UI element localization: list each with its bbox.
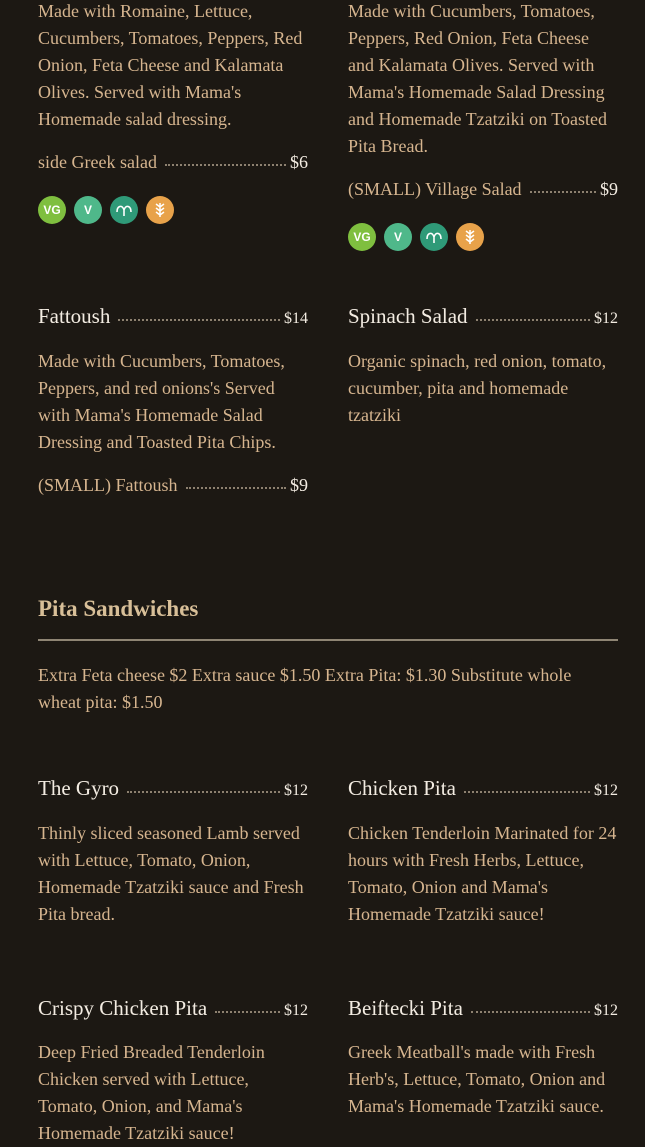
greek-salad-variant[interactable]	[38, 152, 308, 178]
leaf-icon	[110, 196, 138, 224]
gluten-free-icon	[456, 223, 484, 251]
item-price: $12	[594, 310, 618, 327]
fattoush-variant[interactable]	[38, 475, 308, 501]
chicken-pita-item[interactable]	[348, 776, 618, 808]
vegetarian-icon: V	[74, 196, 102, 224]
gyro-item[interactable]	[38, 776, 308, 808]
village-salad-description: Made with Cucumbers, Tomatoes, Peppers, Red Onion, Feta Cheese and Kalamata Olives. Served with Mama's Homemade Salad Dressing and Homemade Tzatziki on Toasted Pita Bread.	[348, 1, 607, 156]
dot-leader	[471, 1011, 590, 1013]
dot-leader	[530, 191, 596, 193]
item-name: Spinach Salad	[348, 304, 468, 328]
dot-leader	[464, 791, 590, 793]
village-salad-diet-icons	[348, 223, 618, 251]
variant-price: $9	[290, 475, 308, 495]
leaf-icon	[420, 223, 448, 251]
dot-leader	[186, 487, 287, 489]
item-name: Chicken Pita	[348, 776, 456, 800]
variant-name: (SMALL) Village Salad	[348, 179, 522, 199]
greek-salad-diet-icons	[38, 196, 308, 224]
beiftecki-pita-description: Greek Meatball's made with Fresh Herb's, Lettuce, Tomato, Onion and Mama's Homemade Tzatziki sauce.	[348, 1042, 606, 1116]
section-divider	[38, 639, 618, 641]
item-price: $12	[284, 782, 308, 799]
dot-leader	[476, 319, 590, 321]
variant-name: (SMALL) Fattoush	[38, 475, 178, 495]
item-price: $12	[594, 1002, 618, 1019]
beiftecki-pita-item[interactable]	[348, 996, 618, 1028]
dot-leader	[215, 1011, 280, 1013]
item-name: The Gyro	[38, 776, 120, 800]
item-name: Crispy Chicken Pita	[38, 996, 208, 1020]
vegetarian-icon: V	[384, 223, 412, 251]
section-note: Extra Feta cheese $2 Extra sauce $1.50 Extra Pita: $1.30 Substitute whole wheat pita: $1.50	[38, 665, 572, 712]
vegan-icon: VG	[348, 223, 376, 251]
spinach-salad-item[interactable]	[348, 304, 618, 336]
greek-salad-description: Made with Romaine, Lettuce, Cucumbers, Tomatoes, Peppers, Red Onion, Feta Cheese and Kalamata Olives. Served with Mama's Homemade salad dressing.	[38, 1, 303, 129]
item-price: $12	[284, 1002, 308, 1019]
fattoush-description: Made with Cucumbers, Tomatoes, Peppers, and red onions's Served with Mama's Homemade Salad Dressing and Toasted Pita Chips.	[38, 351, 285, 452]
vegan-icon: VG	[38, 196, 66, 224]
village-salad-variant[interactable]	[348, 179, 618, 205]
chicken-pita-description: Chicken Tenderloin Marinated for 24 hours with Fresh Herbs, Lettuce, Tomato, Onion and Mama's Homemade Tzatziki sauce!	[348, 823, 617, 924]
gluten-free-icon	[146, 196, 174, 224]
dot-leader	[127, 791, 280, 793]
crispy-chicken-pita-item[interactable]	[38, 996, 308, 1028]
item-price: $12	[594, 782, 618, 799]
variant-price: $6	[290, 152, 308, 172]
item-name: Beiftecki Pita	[348, 996, 463, 1020]
variant-name: side Greek salad	[38, 152, 157, 172]
crispy-chicken-pita-description: Deep Fried Breaded Tenderloin Chicken served with Lettuce, Tomato, Onion, and Mama's Homemade Tzatziki sauce!	[38, 1042, 265, 1143]
dot-leader	[165, 164, 286, 166]
item-name: Fattoush	[38, 304, 111, 328]
spinach-salad-description: Organic spinach, red onion, tomato, cucumber, pita and homemade tzatziki	[348, 351, 607, 425]
section-title: Pita Sandwiches	[38, 596, 199, 621]
gyro-description: Thinly sliced seasoned Lamb served with Lettuce, Tomato, Onion, Homemade Tzatziki sauce and Fresh Pita bread.	[38, 823, 304, 924]
variant-price: $9	[600, 179, 618, 199]
dot-leader	[118, 319, 280, 321]
item-price: $14	[284, 310, 308, 327]
fattoush-item[interactable]	[38, 304, 308, 336]
